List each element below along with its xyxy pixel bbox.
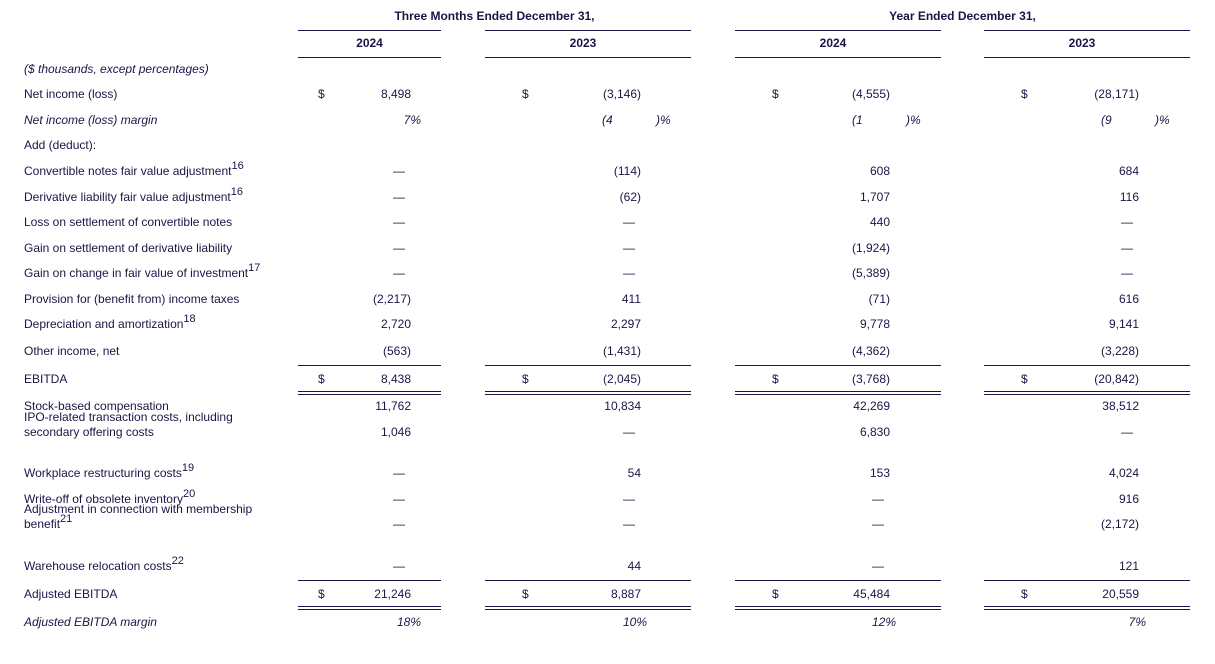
row-label [24,555,184,574]
table-cell: — [393,559,405,573]
table-cell: 916 [1118,492,1139,506]
currency-symbol: $ [522,372,529,386]
table-cell: 440 [869,215,890,229]
footnote-ref: 20 [182,488,196,500]
year-header: 2024 [356,36,383,50]
table-cell: 1,707 [859,190,890,204]
row-label [24,410,233,440]
table-cell: — [1121,241,1133,255]
subtotal-rule [735,365,941,366]
header-rule [485,30,691,31]
header-rule [735,57,941,58]
row-label [24,262,261,281]
table-cell: 8,438 [380,372,411,386]
table-cell: 54 [627,466,641,480]
table-cell: 10,834 [604,399,641,413]
table-cell: — [393,215,405,229]
table-cell: 12% [871,615,896,629]
table-cell: — [393,241,405,255]
units-label: ($ thousands, except percentages) [24,62,209,76]
table-cell: 121 [1118,559,1139,573]
row-label [24,344,119,359]
table-cell: 18% [396,615,421,629]
table-cell: 9,141 [1108,317,1139,331]
row-label [24,215,232,230]
footnote-ref: 17 [248,262,261,274]
subtotal-rule [485,580,691,581]
row-label-text: Adjusted EBITDA [24,587,118,601]
header-rule [485,57,691,58]
table-cell: (1,924) [851,241,890,255]
footnote-ref: 16 [231,160,244,172]
row-label-text: Loss on settlement of convertible notes [24,215,233,229]
row-label-text-continued: secondary offering costs [24,425,154,439]
currency-symbol: $ [772,87,779,101]
row-label-text: IPO-related transaction costs, including [24,410,233,424]
table-cell: — [623,241,635,255]
table-cell: — [393,190,405,204]
currency-symbol: $ [1021,587,1028,601]
table-cell: 616 [1118,292,1139,306]
footnote-ref: 16 [230,186,244,198]
row-label-text: Gain on settlement of derivative liability [24,241,233,255]
table-cell: 21,246 [374,587,411,601]
table-cell: 20,559 [1102,587,1139,601]
table-cell: (2,172) [1100,517,1139,531]
row-label-text: Stock-based compensation [24,399,169,413]
group-header-three-months: Three Months Ended December 31, [394,9,595,23]
currency-symbol: $ [772,372,779,386]
header-rule [984,30,1190,31]
table-cell: — [393,517,405,531]
table-cell: 11,762 [375,399,411,413]
table-cell: 608 [869,164,890,178]
subtotal-rule [485,365,691,366]
row-label-text: Other income, net [24,344,120,358]
table-cell: (114) [613,164,641,178]
total-double-rule [298,391,441,395]
header-rule [298,57,441,58]
total-double-rule [984,391,1190,395]
table-cell: — [623,492,635,506]
table-cell: (3,146) [602,87,641,101]
currency-symbol: $ [318,587,325,601]
row-label-text: Add (deduct): [24,138,97,152]
table-cell: — [623,517,635,531]
row-label-text: Convertible notes fair value adjustment [24,164,232,178]
table-cell: 38,512 [1102,399,1139,413]
row-label [24,615,157,630]
table-cell: (71) [868,292,890,306]
table-cell: — [872,517,884,531]
row-label-text: Adjustment in connection with membership [24,502,253,516]
table-cell: 42,269 [853,399,890,413]
currency-symbol: $ [318,372,325,386]
row-label [24,292,239,307]
header-rule [735,30,941,31]
table-cell: — [393,164,405,178]
subtotal-rule [984,580,1190,581]
table-cell: (1 [852,113,863,127]
table-cell: — [623,215,635,229]
table-cell: 8,498 [380,87,411,101]
table-cell: 153 [869,466,890,480]
table-cell: 44 [627,559,641,573]
group-header-year: Year Ended December 31, [889,9,1036,23]
total-double-rule [984,606,1190,610]
table-cell: — [1121,425,1133,439]
table-cell: (2,045) [602,372,641,386]
row-label-text: Net income (loss) margin [24,113,158,127]
table-cell: (563) [382,344,411,358]
row-label [24,241,232,256]
total-double-rule [485,606,691,610]
table-cell: 7% [403,113,421,127]
footnote-ref: 21 [60,513,73,525]
subtotal-rule [984,365,1190,366]
table-cell: — [872,559,884,573]
total-double-rule [485,391,691,395]
table-cell: 45,484 [853,587,890,601]
table-cell: (4 [602,113,613,127]
row-label-text-continued: benefit [24,517,61,531]
header-rule [984,57,1190,58]
table-cell: (4,555) [851,87,890,101]
currency-symbol: $ [522,587,529,601]
row-label-text: Workplace restructuring costs [24,466,182,480]
table-cell: — [393,266,405,280]
row-label [24,313,196,332]
currency-symbol: $ [522,87,529,101]
table-cell: (3,768) [851,372,890,386]
row-label-text: Warehouse relocation costs [24,559,172,573]
table-cell: 4,024 [1108,466,1139,480]
year-header: 2023 [569,36,597,50]
percent-suffix: )% [656,113,671,127]
row-label [24,138,96,153]
table-cell: (3,228) [1100,344,1139,358]
table-cell: — [1121,215,1133,229]
total-double-rule [735,391,941,395]
table-cell: (62) [619,190,641,204]
row-label-text: EBITDA [24,372,68,386]
header-rule [298,30,441,31]
table-cell: 10% [622,615,647,629]
table-cell: 8,887 [610,587,641,601]
table-cell: 7% [1128,615,1146,629]
row-label [24,160,244,179]
table-cell: — [393,466,405,480]
table-cell: (1,431) [602,344,641,358]
subtotal-rule [298,580,441,581]
table-cell: (5,389) [851,266,890,280]
table-cell: (28,171) [1094,87,1139,101]
row-label-text: Adjusted EBITDA margin [24,615,157,629]
table-cell: — [1121,266,1133,280]
row-label [24,587,117,602]
total-double-rule [735,606,941,610]
row-label [24,502,252,532]
row-label [24,462,195,481]
table-cell: 116 [1119,190,1139,204]
table-cell: 6,830 [859,425,890,439]
percent-suffix: )% [906,113,921,127]
row-label-text: Write-off of obsolete inventory [24,492,183,506]
year-header: 2024 [819,36,847,50]
row-label-text: Net income (loss) [24,87,118,101]
table-cell: (9 [1101,113,1112,127]
year-header: 2023 [1068,36,1096,50]
row-label [24,87,117,102]
table-cell: 411 [621,292,641,306]
table-cell: 2,720 [380,317,411,331]
row-label [24,186,244,205]
currency-symbol: $ [1021,87,1028,101]
row-label-text: Depreciation and amortization [24,317,184,331]
table-cell: — [872,492,884,506]
row-label [24,372,67,387]
table-cell: (20,842) [1094,372,1139,386]
currency-symbol: $ [772,587,779,601]
row-label-text: Derivative liability fair value adjustment [24,190,231,204]
row-label [24,113,157,128]
footnote-ref: 19 [181,462,195,474]
currency-symbol: $ [318,87,325,101]
table-cell: (2,217) [372,292,411,306]
footnote-ref: 22 [171,555,184,567]
subtotal-rule [298,365,441,366]
footnote-ref: 18 [183,313,196,325]
table-cell: 9,778 [859,317,890,331]
subtotal-rule [735,580,941,581]
percent-suffix: )% [1155,113,1170,127]
table-cell: — [623,425,635,439]
total-double-rule [298,606,441,610]
table-cell: 684 [1118,164,1139,178]
table-cell: — [623,266,635,280]
table-cell: 2,297 [610,317,641,331]
currency-symbol: $ [1021,372,1028,386]
row-label-text: Gain on change in fair value of investment [24,266,249,280]
table-cell: 1,046 [380,425,411,439]
table-cell: (4,362) [851,344,890,358]
row-label-text: Provision for (benefit from) income taxes [24,292,240,306]
table-cell: — [393,492,405,506]
